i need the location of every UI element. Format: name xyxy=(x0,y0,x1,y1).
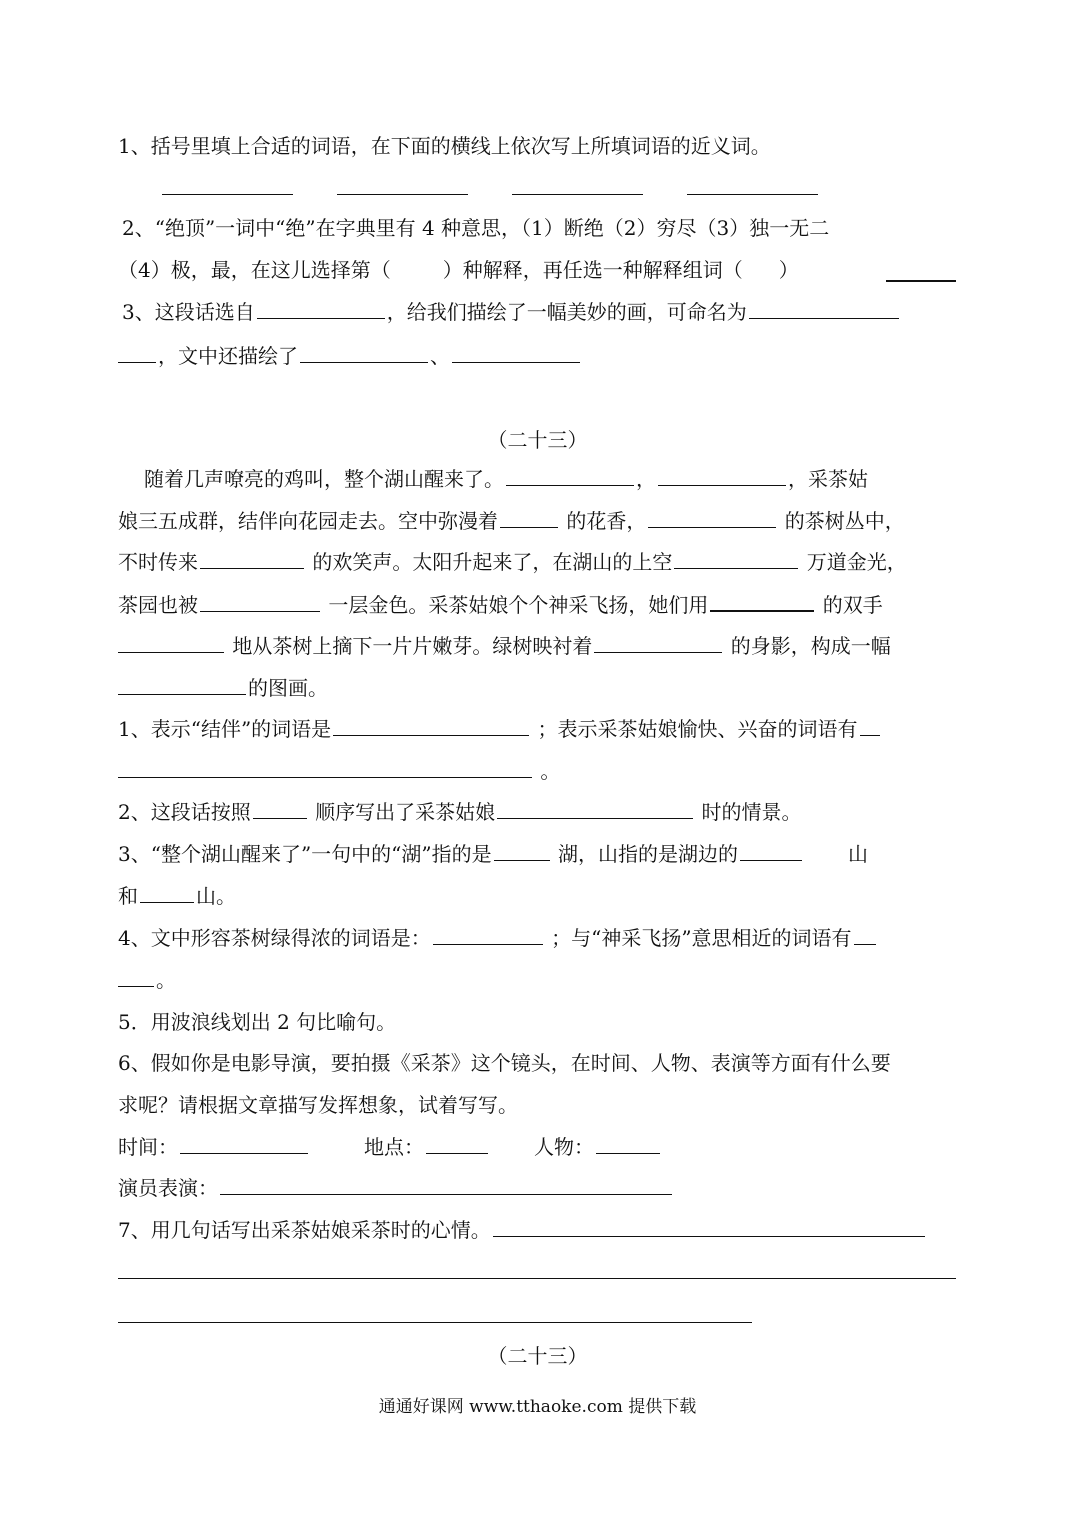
question-text: 1、括号里填上合适的词语，在下面的横线上依次写上所填词语的近义词。 xyxy=(118,134,771,158)
question-7 xyxy=(118,1218,958,1242)
answer-blank[interactable] xyxy=(500,509,558,528)
question-text: 2、“绝顶”一词中“绝”在字典里有 4 种意思，（1）断绝（2）穷尽（3）独一无二 xyxy=(122,216,830,240)
answer-blank[interactable] xyxy=(854,926,876,945)
answer-blank[interactable] xyxy=(674,550,798,569)
answer-blank[interactable] xyxy=(300,344,428,363)
question-6-fields xyxy=(118,1135,958,1159)
answer-blank[interactable] xyxy=(494,842,550,861)
passage-line-3 xyxy=(118,550,958,574)
people-field[interactable] xyxy=(596,1135,660,1154)
answer-blank[interactable] xyxy=(118,759,532,778)
question-2-top xyxy=(122,216,962,240)
answer-line xyxy=(162,194,293,195)
answer-blank[interactable] xyxy=(658,467,786,486)
question-3-line-2 xyxy=(118,344,958,368)
footer-text: 通通好课网 www.tthaoke.com 提供下载 xyxy=(378,1397,697,1417)
passage-text: 的身影，构成一幅 xyxy=(730,634,891,658)
question-text: 。 xyxy=(540,759,561,783)
answer-blank[interactable] xyxy=(452,344,580,363)
answer-line xyxy=(512,194,643,195)
question-4-line-2 xyxy=(118,968,958,992)
answer-line xyxy=(687,194,818,195)
question-text: 顺序写出了采茶姑娘 xyxy=(315,800,496,824)
answer-blank[interactable] xyxy=(710,592,814,612)
question-2 xyxy=(118,800,958,824)
answer-blank[interactable] xyxy=(118,968,154,987)
acting-label: 演员表演： xyxy=(118,1176,218,1200)
passage-text: 随着几声嘹亮的鸡叫，整个湖山醒来了。 xyxy=(144,467,504,491)
question-2-line-2 xyxy=(118,258,958,282)
answer-line xyxy=(118,1322,752,1323)
answer-blank[interactable] xyxy=(648,509,776,528)
question-4 xyxy=(118,926,958,950)
passage-text: 的图画。 xyxy=(248,676,328,700)
question-1 xyxy=(118,717,958,741)
passage-text: ， xyxy=(636,467,656,491)
question-text: 湖，山指的是湖边的 xyxy=(557,842,738,866)
time-field[interactable] xyxy=(180,1135,308,1154)
question-text: ） xyxy=(778,258,799,282)
question-text: ；与“神采飞扬”意思相近的词语有 xyxy=(551,926,852,950)
passage-text: 的茶树丛中， xyxy=(784,509,905,533)
question-text: 时的情景。 xyxy=(701,800,802,824)
time-label: 时间： xyxy=(118,1135,178,1159)
question-text: 7、用几句话写出采茶姑娘采茶时的心情。 xyxy=(118,1218,491,1242)
answer-blank[interactable] xyxy=(433,926,543,945)
passage-line-5 xyxy=(118,634,958,658)
question-text: 山。 xyxy=(196,884,236,908)
question-text: ，文中还描绘了 xyxy=(158,344,298,368)
question-text: 3、这段话选自 xyxy=(122,300,255,324)
answer-blank[interactable] xyxy=(594,634,722,653)
question-6-line-2: 求呢？请根据文章描写发挥想象，试着写写。 xyxy=(118,1093,518,1117)
bottom-section-heading: （二十三） xyxy=(487,1344,588,1368)
answer-blank[interactable] xyxy=(740,842,802,861)
answer-line xyxy=(337,194,468,195)
passage-text: 万道金光， xyxy=(806,550,907,574)
answer-blank[interactable] xyxy=(118,676,246,695)
passage-line-2 xyxy=(118,509,958,533)
question-text: 4、文中形容茶树绿得浓的词语是： xyxy=(118,926,431,950)
answer-blank[interactable] xyxy=(333,717,529,736)
question-5: 5．用波浪线划出 2 句比喻句。 xyxy=(118,1010,397,1034)
answer-blank[interactable] xyxy=(253,800,307,819)
answer-blank[interactable] xyxy=(493,1218,925,1237)
passage-text: 的欢笑声。太阳升起来了，在湖山的上空 xyxy=(312,550,673,574)
answer-line xyxy=(886,280,956,282)
passage-text: 不时传来 xyxy=(118,550,198,574)
acting-field[interactable] xyxy=(220,1176,672,1195)
question-text: 山 xyxy=(847,842,868,866)
question-1-line-2 xyxy=(118,759,958,783)
question-text: ，给我们描绘了一幅美妙的画，可命名为 xyxy=(386,300,747,324)
answer-blank[interactable] xyxy=(200,550,304,569)
passage-line-4 xyxy=(118,592,958,617)
passage-text: 一层金色。采茶姑娘个个神采飞扬，她们用 xyxy=(328,593,709,617)
answer-blank[interactable] xyxy=(200,593,320,612)
question-text: 和 xyxy=(118,884,138,908)
passage-line-6 xyxy=(118,676,958,700)
question-text: 2、这段话按照 xyxy=(118,800,251,824)
answer-blank[interactable] xyxy=(118,344,156,363)
answer-blank[interactable] xyxy=(118,634,224,653)
section-heading: （二十三） xyxy=(487,428,588,452)
question-1-top xyxy=(118,134,958,158)
question-text: ）种解释，再任选一种解释组词（ xyxy=(442,258,743,282)
passage-text: 茶园也被 xyxy=(118,593,198,617)
answer-blank[interactable] xyxy=(497,800,693,819)
passage-text: 娘三五成群，结伴向花园走去。空中弥漫着 xyxy=(118,509,498,533)
place-label: 地点： xyxy=(364,1135,424,1159)
people-label: 人物： xyxy=(534,1135,594,1159)
question-3 xyxy=(118,842,958,866)
answer-blank[interactable] xyxy=(140,884,194,903)
question-text: 、 xyxy=(430,344,450,368)
question-text: （4）极，最，在这儿选择第（ xyxy=(118,258,391,282)
answer-blank[interactable] xyxy=(749,300,899,319)
question-3-top xyxy=(122,300,962,324)
passage-text: 地从茶树上摘下一片片嫩芽。绿树映衬着 xyxy=(232,634,593,658)
question-text: ；表示采茶姑娘愉快、兴奋的词语有 xyxy=(537,717,858,741)
answer-blank[interactable] xyxy=(860,717,880,736)
question-6-acting xyxy=(118,1176,958,1200)
place-field[interactable] xyxy=(426,1135,488,1154)
question-3-line-2 xyxy=(118,884,958,908)
answer-line xyxy=(118,1278,956,1279)
question-text: 3、“整个湖山醒来了”一句中的“湖”指的是 xyxy=(118,842,492,866)
question-text: 。 xyxy=(156,968,176,992)
answer-blank[interactable] xyxy=(506,467,634,486)
question-6: 6、假如你是电影导演，要拍摄《采茶》这个镜头，在时间、人物、表演等方面有什么要 xyxy=(118,1051,891,1075)
passage-text: ，采茶姑 xyxy=(788,467,868,491)
answer-blank[interactable] xyxy=(257,300,385,319)
passage-line-1 xyxy=(118,467,958,491)
question-text: 1、表示“结伴”的词语是 xyxy=(118,717,332,741)
passage-text: 的花香， xyxy=(566,509,647,533)
passage-text: 的双手 xyxy=(822,593,883,617)
